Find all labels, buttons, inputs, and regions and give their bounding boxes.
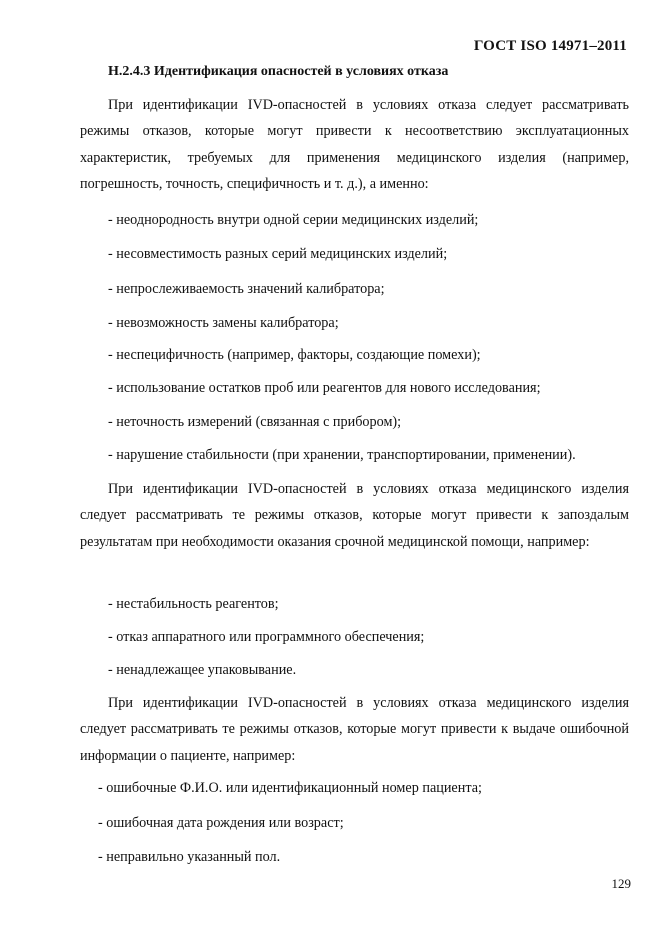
- paragraph-2: [80, 476, 629, 555]
- list-item: - ошибочные Ф.И.О. или идентификационный номер пациента;: [98, 780, 482, 796]
- paragraph-3: [80, 690, 629, 769]
- list-item: - невозможность замены калибратора;: [108, 315, 339, 331]
- list-item: - неточность измерений (связанная с прибором);: [108, 414, 402, 430]
- list-item: - несовместимость разных серий медицинских изделий;: [108, 246, 448, 262]
- list-item: - ошибочная дата рождения или возраст;: [98, 815, 344, 831]
- list-item: - неспецифичность (например, факторы, создающие помехи);: [108, 347, 481, 363]
- list-item: - непрослеживаемость значений калибратора;: [108, 281, 385, 297]
- list-item: - неправильно указанный пол.: [98, 849, 281, 865]
- list-item: - неоднородность внутри одной серии медицинских изделий;: [108, 212, 479, 228]
- document-header: ГОСТ ISO 14971–2011: [473, 38, 627, 54]
- list-item: - использование остатков проб или реагентов для нового исследования;: [108, 380, 541, 396]
- paragraph-1-text: При идентификации IVD-опасностей в условиях отказа следует рассматривать режимы отказов, которые могут привести к несоответствию эксплуатационных характеристик, требуемых для применения медицинского изделия (например, погрешность, точность, специфичность и т. д.), а именно:: [80, 97, 629, 193]
- list-item: - нестабильность реагентов;: [108, 596, 279, 612]
- list-item: - отказ аппаратного или программного обеспечения;: [108, 629, 425, 645]
- list-item: - ненадлежащее упаковывание.: [108, 662, 297, 678]
- list-item: - нарушение стабильности (при хранении, транспортировании, применении).: [108, 447, 576, 463]
- page-number: 129: [611, 876, 631, 891]
- paragraph-2-text: При идентификации IVD-опасностей в условиях отказа медицинского изделия следует рассматривать те режимы отказов, которые могут привести к запоздалым результатам при необходимости оказания срочной медицинской помощи, например:: [80, 481, 629, 550]
- paragraph-3-text: При идентификации IVD-опасностей в условиях отказа медицинского изделия следует рассматривать те режимы отказов, которые могут привести к выдаче ошибочной информации о пациенте, например:: [80, 695, 629, 764]
- section-title: H.2.4.3 Идентификация опасностей в условиях отказа: [108, 64, 449, 79]
- paragraph-1: [80, 92, 629, 198]
